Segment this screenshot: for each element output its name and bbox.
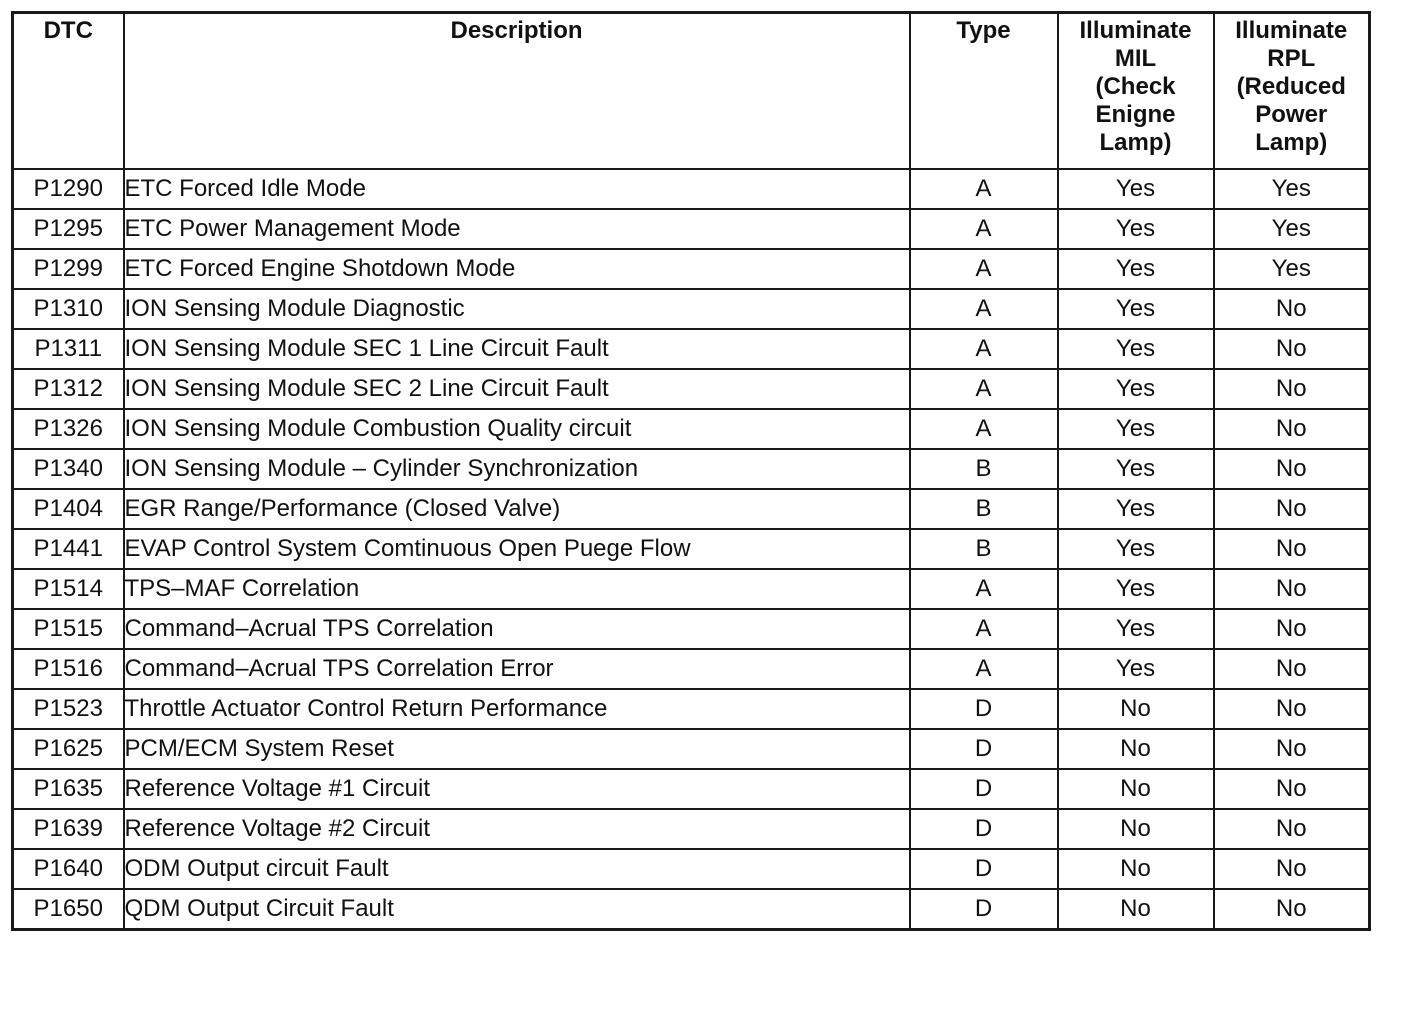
table-row <box>13 609 1370 649</box>
table-row <box>13 489 1370 529</box>
illuminate-rpl-cell: No <box>1214 729 1370 769</box>
illuminate-rpl-cell: No <box>1214 369 1370 409</box>
header-mil-line: Enigne <box>1095 101 1176 128</box>
description-cell: Command–Acrual TPS Correlation <box>124 609 910 649</box>
dtc-code-cell: P1639 <box>13 809 124 849</box>
dtc-table <box>11 11 1371 931</box>
table-row <box>13 689 1370 729</box>
description-cell: QDM Output Circuit Fault <box>124 889 910 930</box>
type-cell: A <box>910 569 1058 609</box>
illuminate-mil-cell: No <box>1058 809 1214 849</box>
table-row <box>13 409 1370 449</box>
type-cell: A <box>910 409 1058 449</box>
description-cell: ION Sensing Module – Cylinder Synchronization <box>124 449 910 489</box>
type-cell: A <box>910 609 1058 649</box>
dtc-code-cell: P1290 <box>13 169 124 209</box>
illuminate-mil-cell: Yes <box>1058 409 1214 449</box>
table-row <box>13 849 1370 889</box>
type-cell: B <box>910 449 1058 489</box>
dtc-code-cell: P1514 <box>13 569 124 609</box>
illuminate-rpl-cell: No <box>1214 569 1370 609</box>
dtc-code-cell: P1635 <box>13 769 124 809</box>
header-rpl-line: Illuminate <box>1235 17 1348 44</box>
illuminate-mil-cell: No <box>1058 689 1214 729</box>
dtc-code-cell: P1326 <box>13 409 124 449</box>
description-cell: Reference Voltage #1 Circuit <box>124 769 910 809</box>
dtc-code-cell: P1295 <box>13 209 124 249</box>
table-row <box>13 289 1370 329</box>
type-cell: A <box>910 649 1058 689</box>
illuminate-rpl-cell: No <box>1214 649 1370 689</box>
illuminate-mil-cell: Yes <box>1058 609 1214 649</box>
illuminate-mil-cell: Yes <box>1058 329 1214 369</box>
dtc-code-cell: P1311 <box>13 329 124 369</box>
type-cell: D <box>910 769 1058 809</box>
illuminate-mil-cell: Yes <box>1058 289 1214 329</box>
dtc-code-cell: P1523 <box>13 689 124 729</box>
description-cell: Command–Acrual TPS Correlation Error <box>124 649 910 689</box>
type-cell: A <box>910 329 1058 369</box>
dtc-code-cell: P1340 <box>13 449 124 489</box>
dtc-code-cell: P1516 <box>13 649 124 689</box>
table-row <box>13 769 1370 809</box>
illuminate-rpl-cell: Yes <box>1214 169 1370 209</box>
header-description <box>124 13 910 170</box>
illuminate-mil-cell: Yes <box>1058 569 1214 609</box>
type-cell: A <box>910 249 1058 289</box>
description-cell: ION Sensing Module Combustion Quality circuit <box>124 409 910 449</box>
description-cell: Throttle Actuator Control Return Performance <box>124 689 910 729</box>
illuminate-mil-cell: Yes <box>1058 169 1214 209</box>
type-cell: D <box>910 689 1058 729</box>
description-cell: ETC Power Management Mode <box>124 209 910 249</box>
illuminate-mil-cell: No <box>1058 769 1214 809</box>
header-dtc <box>13 13 124 170</box>
type-cell: D <box>910 729 1058 769</box>
type-cell: D <box>910 849 1058 889</box>
dtc-code-cell: P1404 <box>13 489 124 529</box>
illuminate-rpl-cell: No <box>1214 329 1370 369</box>
type-cell: A <box>910 209 1058 249</box>
table-row <box>13 369 1370 409</box>
type-cell: B <box>910 489 1058 529</box>
header-dtc-label: DTC <box>43 17 93 44</box>
table-row <box>13 889 1370 930</box>
description-cell: ETC Forced Idle Mode <box>124 169 910 209</box>
table-row <box>13 249 1370 289</box>
description-cell: ODM Output circuit Fault <box>124 849 910 889</box>
illuminate-rpl-cell: No <box>1214 809 1370 849</box>
dtc-code-cell: P1312 <box>13 369 124 409</box>
table-row <box>13 329 1370 369</box>
dtc-code-cell: P1640 <box>13 849 124 889</box>
header-mil-line: (Check <box>1095 73 1176 100</box>
table-row <box>13 569 1370 609</box>
table-row <box>13 449 1370 489</box>
description-cell: EVAP Control System Comtinuous Open Puege Flow <box>124 529 910 569</box>
dtc-code-cell: P1625 <box>13 729 124 769</box>
illuminate-rpl-cell: No <box>1214 889 1370 930</box>
header-description-label: Description <box>450 17 583 44</box>
description-cell: ETC Forced Engine Shotdown Mode <box>124 249 910 289</box>
type-cell: A <box>910 169 1058 209</box>
illuminate-rpl-cell: Yes <box>1214 209 1370 249</box>
description-cell: ION Sensing Module SEC 1 Line Circuit Fault <box>124 329 910 369</box>
header-rpl-line: Power <box>1255 101 1328 128</box>
table-row <box>13 169 1370 209</box>
description-cell: ION Sensing Module SEC 2 Line Circuit Fault <box>124 369 910 409</box>
illuminate-rpl-cell: No <box>1214 489 1370 529</box>
illuminate-rpl-cell: No <box>1214 769 1370 809</box>
illuminate-rpl-cell: No <box>1214 449 1370 489</box>
header-type-label: Type <box>956 17 1011 44</box>
illuminate-rpl-cell: No <box>1214 609 1370 649</box>
dtc-code-cell: P1299 <box>13 249 124 289</box>
table-body <box>13 169 1370 930</box>
illuminate-rpl-cell: No <box>1214 689 1370 729</box>
header-mil-line: Lamp) <box>1099 129 1172 156</box>
dtc-code-cell: P1441 <box>13 529 124 569</box>
illuminate-mil-cell: No <box>1058 729 1214 769</box>
illuminate-mil-cell: Yes <box>1058 529 1214 569</box>
illuminate-rpl-cell: Yes <box>1214 249 1370 289</box>
header-illuminate-rpl <box>1214 13 1370 170</box>
illuminate-mil-cell: Yes <box>1058 489 1214 529</box>
table-row <box>13 209 1370 249</box>
type-cell: B <box>910 529 1058 569</box>
table-row <box>13 809 1370 849</box>
description-cell: EGR Range/Performance (Closed Valve) <box>124 489 910 529</box>
illuminate-mil-cell: Yes <box>1058 209 1214 249</box>
header-row <box>13 13 1370 170</box>
illuminate-mil-cell: No <box>1058 889 1214 930</box>
header-illuminate-mil <box>1058 13 1214 170</box>
table-row <box>13 729 1370 769</box>
header-rpl-line: Lamp) <box>1255 129 1328 156</box>
type-cell: A <box>910 369 1058 409</box>
dtc-code-cell: P1650 <box>13 889 124 930</box>
description-cell: ION Sensing Module Diagnostic <box>124 289 910 329</box>
type-cell: D <box>910 889 1058 930</box>
description-cell: Reference Voltage #2 Circuit <box>124 809 910 849</box>
dtc-code-cell: P1515 <box>13 609 124 649</box>
header-mil-line: MIL <box>1114 45 1157 72</box>
illuminate-rpl-cell: No <box>1214 849 1370 889</box>
illuminate-rpl-cell: No <box>1214 409 1370 449</box>
description-cell: TPS–MAF Correlation <box>124 569 910 609</box>
illuminate-mil-cell: No <box>1058 849 1214 889</box>
illuminate-mil-cell: Yes <box>1058 649 1214 689</box>
illuminate-rpl-cell: No <box>1214 289 1370 329</box>
header-rpl-line: RPL <box>1267 45 1316 72</box>
description-cell: PCM/ECM System Reset <box>124 729 910 769</box>
table-row <box>13 529 1370 569</box>
type-cell: D <box>910 809 1058 849</box>
table-row <box>13 649 1370 689</box>
type-cell: A <box>910 289 1058 329</box>
header-mil-line: Illuminate <box>1079 17 1192 44</box>
dtc-code-cell: P1310 <box>13 289 124 329</box>
illuminate-mil-cell: Yes <box>1058 369 1214 409</box>
header-rpl-line: (Reduced <box>1236 73 1346 100</box>
illuminate-mil-cell: Yes <box>1058 449 1214 489</box>
header-type <box>910 13 1058 170</box>
table-header <box>13 13 1370 170</box>
illuminate-rpl-cell: No <box>1214 529 1370 569</box>
illuminate-mil-cell: Yes <box>1058 249 1214 289</box>
